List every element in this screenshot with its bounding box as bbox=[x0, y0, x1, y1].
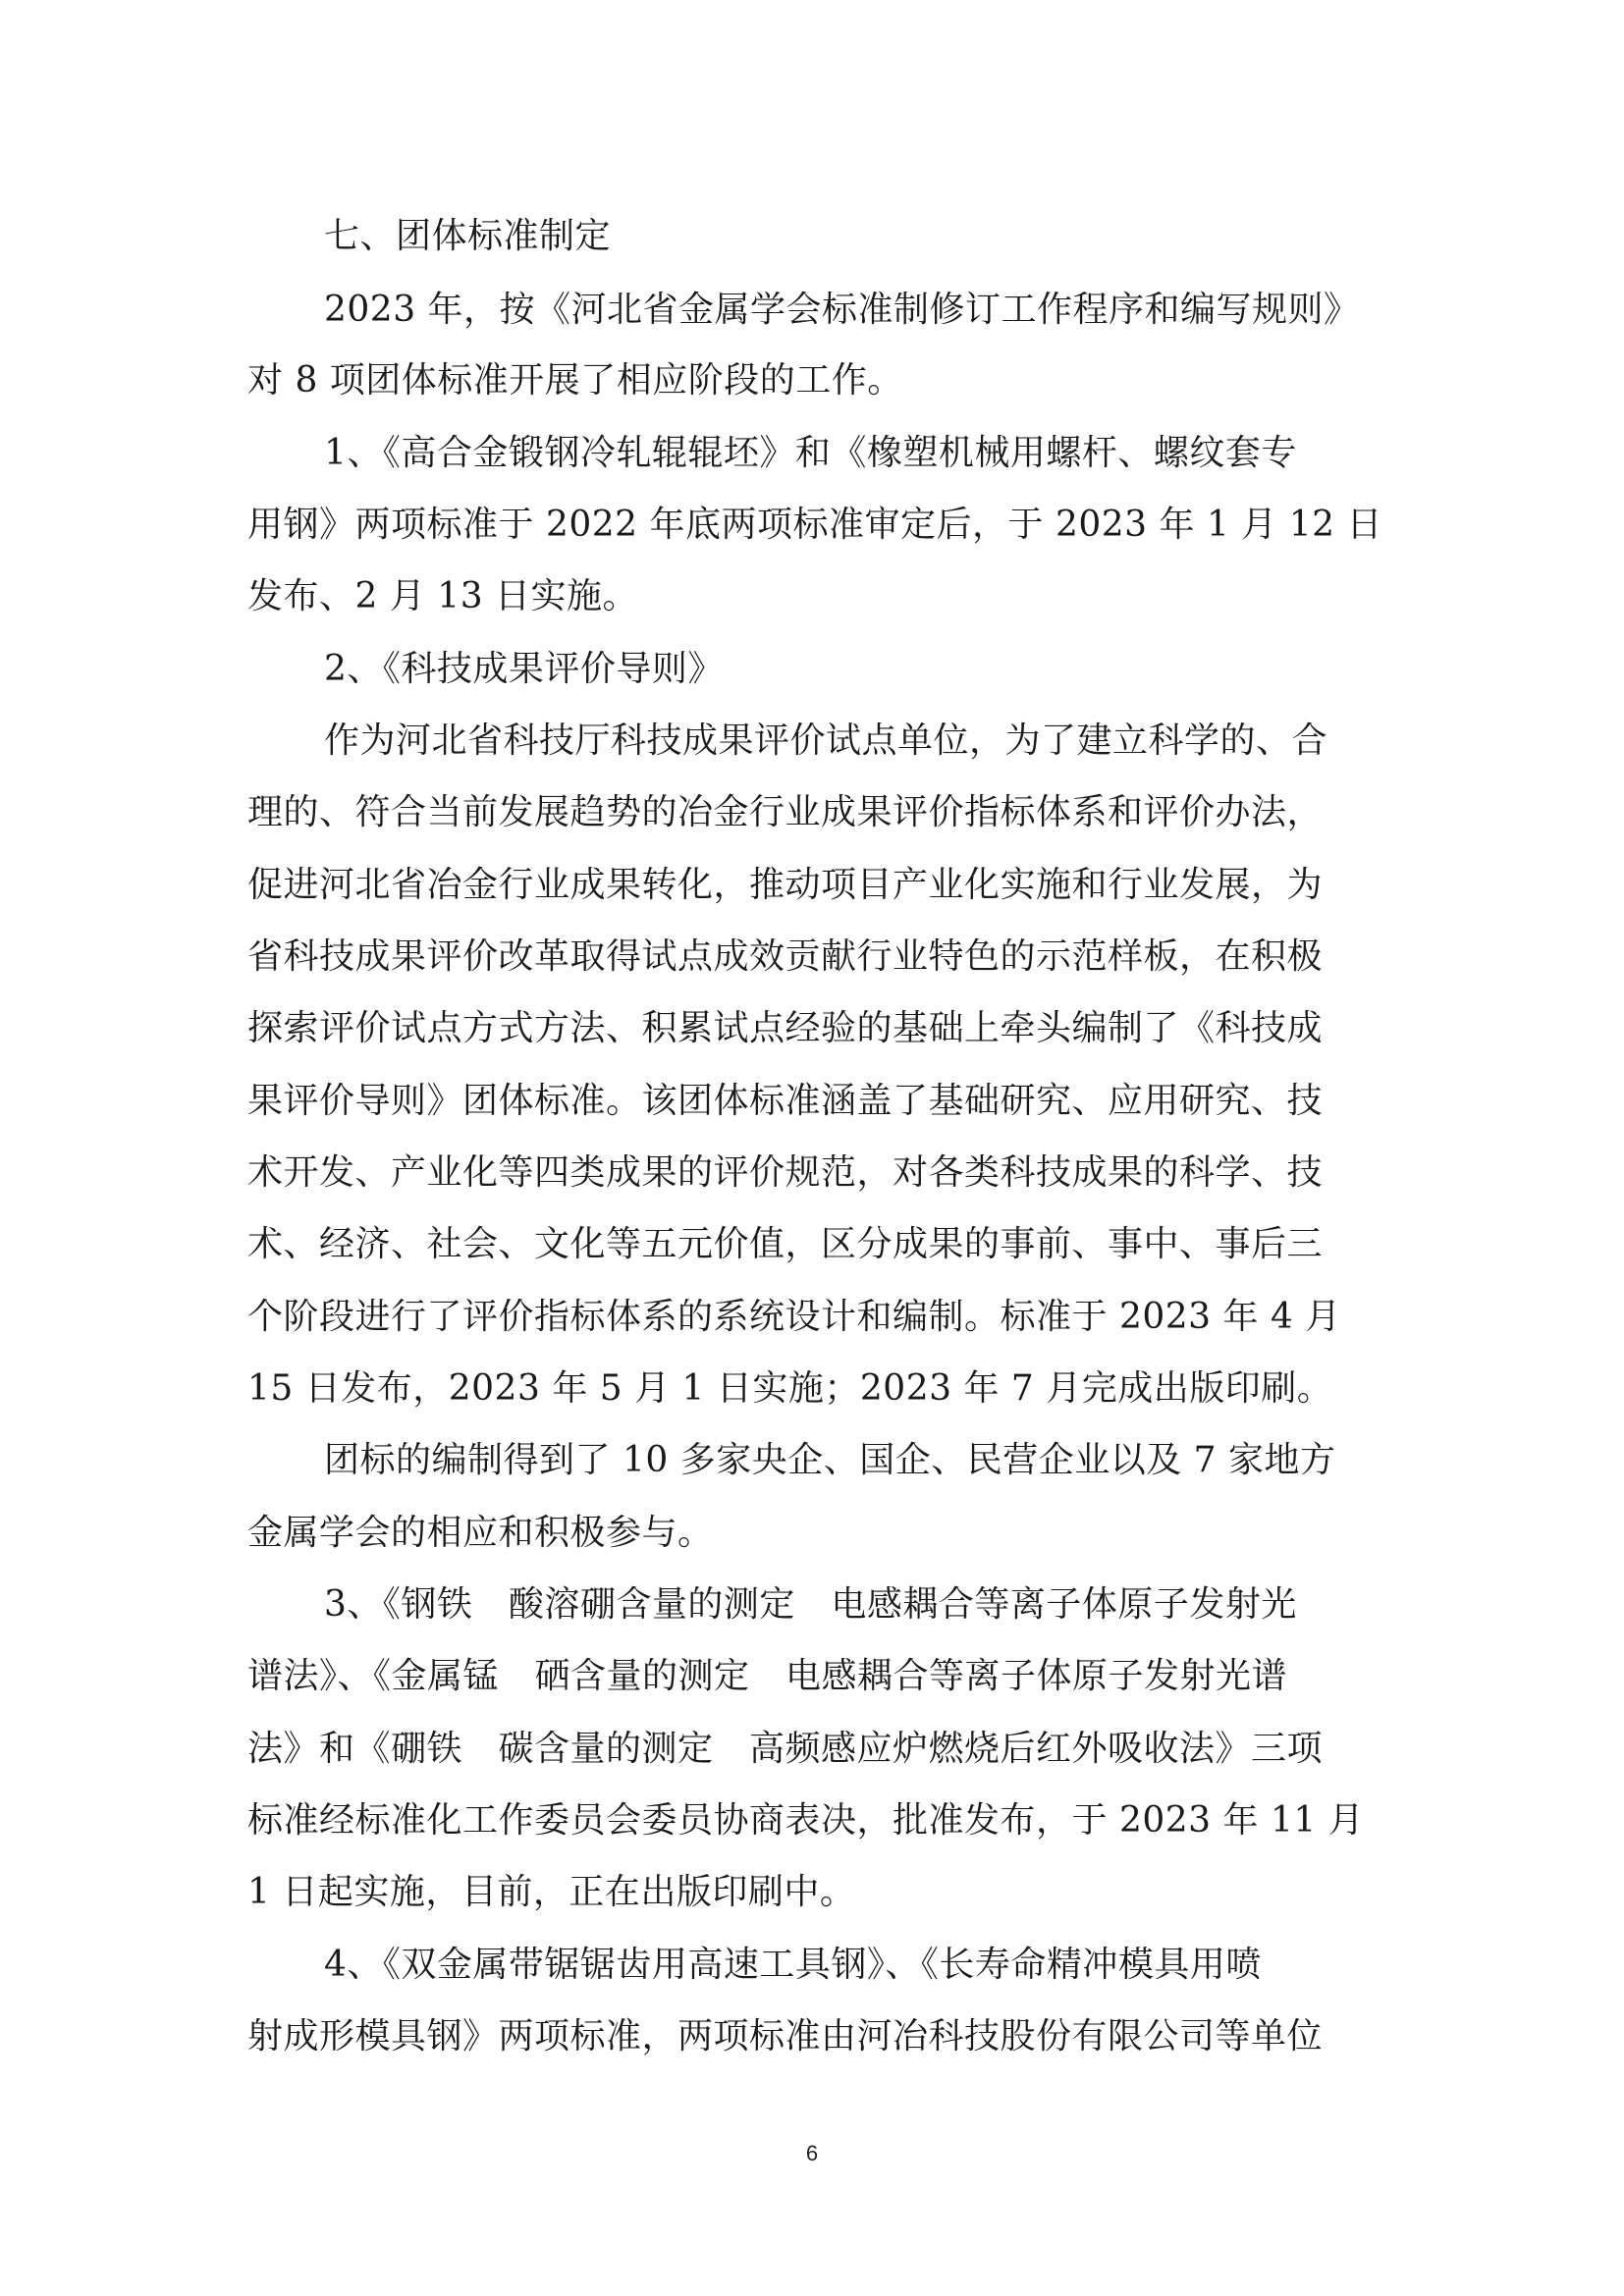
paragraph-line: 谱法》、《金属锰 硒含量的测定 电感耦合等离子体原子发射光谱 bbox=[247, 1656, 1288, 1696]
paragraph-line: 2、《科技成果评价导则》 bbox=[324, 649, 724, 689]
paragraph-line: 术、经济、社会、文化等五元价值，区分成果的事前、事中、事后三 bbox=[247, 1224, 1324, 1264]
page-number: 6 bbox=[805, 2141, 819, 2165]
paragraph-line: 标准经标准化工作委员会委员协商表决，批准发布，于 2023 年 11 月 bbox=[247, 1800, 1365, 1841]
paragraph-line: 探索评价试点方式方法、积累试点经验的基础上牵头编制了《科技成 bbox=[247, 1008, 1324, 1048]
paragraph-line: 4、《双金属带锯锯齿用高速工具钢》、《长寿命精冲模具用喷 bbox=[324, 1945, 1262, 1985]
paragraph-line: 个阶段进行了评价指标体系的系统设计和编制。标准于 2023 年 4 月 bbox=[247, 1297, 1341, 1337]
paragraph-line: 3、《钢铁 酸溶硼含量的测定 电感耦合等离子体原子发射光 bbox=[324, 1584, 1297, 1625]
paragraph-line: 发布、2 月 13 日实施。 bbox=[247, 576, 639, 616]
paragraph-line: 果评价导则》团体标准。该团体标准涵盖了基础研究、应用研究、技 bbox=[247, 1081, 1324, 1121]
paragraph-line: 作为河北省科技厅科技成果评价试点单位，为了建立科学的、合 bbox=[324, 721, 1328, 761]
paragraph-line: 法》和《硼铁 碳含量的测定 高频感应炉燃烧后红外吸收法》三项 bbox=[247, 1729, 1324, 1769]
paragraph-line: 促进河北省冶金行业成果转化，推动项目产业化实施和行业发展，为 bbox=[247, 865, 1324, 905]
paragraph-line: 理的、符合当前发展趋势的冶金行业成果评价指标体系和评价办法， bbox=[247, 792, 1324, 832]
paragraph-line: 射成形模具钢》两项标准，两项标准由河冶科技股份有限公司等单位 bbox=[247, 2016, 1324, 2056]
paragraph-line: 2023 年，按《河北省金属学会标准制修订工作程序和编写规则》 bbox=[324, 290, 1360, 330]
section-heading: 七、团体标准制定 bbox=[324, 216, 612, 256]
paragraph-line: 术开发、产业化等四类成果的评价规范，对各类科技成果的科学、技 bbox=[247, 1152, 1324, 1193]
paragraph-line: 15 日发布，2023 年 5 月 1 日实施；2023 年 7 月完成出版印刷。 bbox=[247, 1368, 1333, 1409]
paragraph-line: 团标的编制得到了 10 多家央企、国企、民营企业以及 7 家地方 bbox=[324, 1440, 1336, 1480]
paragraph-line: 金属学会的相应和积极参与。 bbox=[247, 1513, 714, 1553]
paragraph-line: 1、《高合金锻钢冷轧辊辊坯》和《橡塑机械用螺杆、螺纹套专 bbox=[324, 433, 1297, 473]
paragraph-line: 对 8 项团体标准开展了相应阶段的工作。 bbox=[247, 360, 903, 400]
paragraph-line: 省科技成果评价改革取得试点成效贡献行业特色的示范样板，在积极 bbox=[247, 936, 1324, 977]
paragraph-line: 1 日起实施，目前，正在出版印刷中。 bbox=[247, 1872, 856, 1912]
paragraph-line: 用钢》两项标准于 2022 年底两项标准审定后，于 2023 年 1 月 12 日 bbox=[247, 505, 1382, 545]
